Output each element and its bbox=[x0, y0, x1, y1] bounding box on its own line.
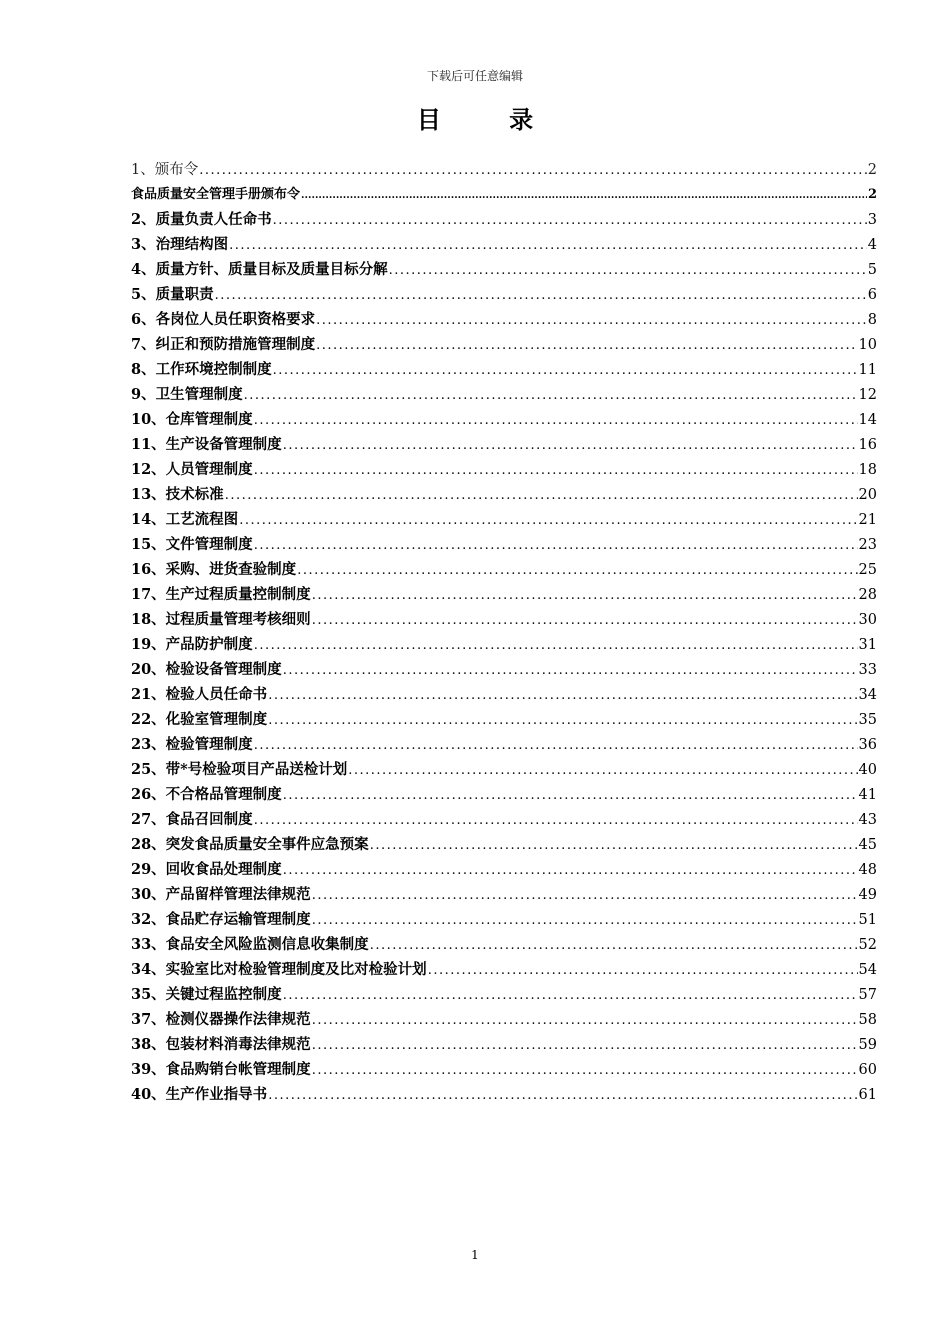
toc-entry[interactable] bbox=[131, 783, 877, 808]
toc-entry[interactable] bbox=[131, 858, 877, 883]
toc-entry-label: 6、各岗位人员任职资格要求 bbox=[131, 311, 316, 328]
toc-entry[interactable] bbox=[131, 433, 877, 458]
toc-entry[interactable] bbox=[131, 733, 877, 758]
toc-entry-label: 13、技术标准 bbox=[131, 486, 224, 503]
toc-dot-leader bbox=[268, 713, 857, 728]
toc-entry-page: 60 bbox=[858, 1062, 877, 1078]
toc-entry-label: 38、包装材料消毒法律规范 bbox=[131, 1036, 311, 1053]
toc-entry-label: 22、化验室管理制度 bbox=[131, 711, 268, 728]
toc-dot-leader bbox=[283, 863, 858, 878]
toc-dot-leader bbox=[301, 190, 867, 201]
toc-entry-label: 1、颁布令 bbox=[131, 162, 199, 178]
toc-entry-page: 45 bbox=[858, 837, 877, 853]
toc-entry-page: 35 bbox=[858, 712, 877, 728]
toc-entry-label: 5、质量职责 bbox=[131, 286, 214, 303]
toc-entry-label: 8、工作环境控制制度 bbox=[131, 361, 272, 378]
toc-entry[interactable] bbox=[131, 183, 877, 208]
toc-entry-label: 21、检验人员任命书 bbox=[131, 686, 268, 703]
toc-entry[interactable] bbox=[131, 808, 877, 833]
toc-entry-page: 33 bbox=[858, 662, 877, 678]
toc-entry-page: 43 bbox=[858, 812, 877, 828]
page-title: 目 录 bbox=[416, 105, 564, 134]
toc-entry-label: 23、检验管理制度 bbox=[131, 736, 253, 753]
toc-entry-page: 16 bbox=[858, 437, 877, 453]
toc-entry[interactable] bbox=[131, 883, 877, 908]
toc-entry-page: 59 bbox=[858, 1037, 877, 1053]
toc-entry[interactable] bbox=[131, 458, 877, 483]
toc-entry-page: 54 bbox=[858, 962, 877, 978]
toc-entry-page: 28 bbox=[858, 587, 877, 603]
toc-dot-leader bbox=[268, 688, 857, 703]
toc-dot-leader bbox=[225, 488, 858, 503]
toc-entry[interactable] bbox=[131, 208, 877, 233]
toc-entry[interactable] bbox=[131, 933, 877, 958]
toc-entry-label: 9、卫生管理制度 bbox=[131, 386, 243, 403]
toc-entry-page: 8 bbox=[867, 312, 877, 328]
toc-dot-leader bbox=[312, 588, 858, 603]
toc-entry-label: 17、生产过程质量控制制度 bbox=[131, 586, 311, 603]
toc-entry-label: 29、回收食品处理制度 bbox=[131, 861, 282, 878]
toc-entry-label: 11、生产设备管理制度 bbox=[131, 436, 282, 453]
toc-entry[interactable] bbox=[131, 658, 877, 683]
toc-dot-leader bbox=[283, 788, 858, 803]
toc-entry[interactable] bbox=[131, 283, 877, 308]
toc-dot-leader bbox=[283, 663, 858, 678]
toc-dot-leader bbox=[348, 763, 857, 778]
toc-entry-label: 3、治理结构图 bbox=[131, 236, 229, 253]
table-of-contents bbox=[131, 158, 877, 1108]
toc-entry[interactable] bbox=[131, 708, 877, 733]
toc-entry[interactable] bbox=[131, 258, 877, 283]
toc-entry[interactable] bbox=[131, 1033, 877, 1058]
toc-dot-leader bbox=[254, 413, 858, 428]
toc-entry-label: 25、带*号检验项目产品送检计划 bbox=[131, 761, 348, 778]
toc-entry-label: 28、突发食品质量安全事件应急预案 bbox=[131, 836, 369, 853]
toc-entry-label: 27、食品召回制度 bbox=[131, 811, 253, 828]
toc-dot-leader bbox=[312, 1063, 858, 1078]
toc-dot-leader bbox=[273, 363, 858, 378]
toc-dot-leader bbox=[370, 838, 858, 853]
toc-dot-leader bbox=[370, 938, 858, 953]
toc-entry-label: 19、产品防护制度 bbox=[131, 636, 253, 653]
toc-entry-page: 51 bbox=[858, 912, 877, 928]
toc-entry-page: 34 bbox=[858, 687, 877, 703]
toc-dot-leader bbox=[316, 313, 867, 328]
toc-entry[interactable] bbox=[131, 833, 877, 858]
toc-dot-leader bbox=[215, 288, 867, 303]
toc-entry-page: 18 bbox=[858, 462, 877, 478]
toc-entry-page: 61 bbox=[858, 1087, 877, 1103]
toc-dot-leader bbox=[316, 338, 857, 353]
toc-dot-leader bbox=[239, 513, 857, 528]
toc-entry-page: 11 bbox=[858, 362, 877, 378]
toc-entry-label: 37、检测仪器操作法律规范 bbox=[131, 1011, 311, 1028]
toc-dot-leader bbox=[283, 438, 858, 453]
toc-entry-page: 14 bbox=[858, 412, 877, 428]
toc-entry[interactable] bbox=[131, 408, 877, 433]
toc-entry[interactable] bbox=[131, 558, 877, 583]
toc-dot-leader bbox=[254, 638, 858, 653]
toc-entry-page: 40 bbox=[858, 762, 877, 778]
toc-entry[interactable] bbox=[131, 333, 877, 358]
toc-entry[interactable] bbox=[131, 1083, 877, 1108]
toc-dot-leader bbox=[312, 888, 858, 903]
toc-entry-label: 39、食品购销台帐管理制度 bbox=[131, 1061, 311, 1078]
toc-entry[interactable] bbox=[131, 358, 877, 383]
toc-entry[interactable] bbox=[131, 233, 877, 258]
toc-entry-page: 2 bbox=[867, 162, 877, 178]
toc-entry[interactable] bbox=[131, 958, 877, 983]
toc-dot-leader bbox=[254, 738, 858, 753]
toc-dot-leader bbox=[297, 563, 857, 578]
toc-entry[interactable] bbox=[131, 983, 877, 1008]
toc-dot-leader bbox=[244, 388, 858, 403]
toc-dot-leader bbox=[254, 463, 858, 478]
toc-entry-page: 30 bbox=[858, 612, 877, 628]
toc-entry-label: 4、质量方针、质量目标及质量目标分解 bbox=[131, 261, 388, 278]
toc-entry-page: 57 bbox=[858, 987, 877, 1003]
toc-entry-label: 2、质量负责人任命书 bbox=[131, 211, 272, 228]
toc-entry[interactable] bbox=[131, 1058, 877, 1083]
toc-entry-page: 49 bbox=[858, 887, 877, 903]
toc-entry-page: 4 bbox=[867, 237, 877, 253]
toc-entry-page: 36 bbox=[858, 737, 877, 753]
toc-entry-label: 12、人员管理制度 bbox=[131, 461, 253, 478]
toc-entry[interactable] bbox=[131, 908, 877, 933]
toc-entry[interactable] bbox=[131, 583, 877, 608]
toc-entry-page: 5 bbox=[867, 262, 877, 278]
toc-entry[interactable] bbox=[131, 1008, 877, 1033]
toc-entry-page: 31 bbox=[858, 637, 877, 653]
toc-entry-label: 7、纠正和预防措施管理制度 bbox=[131, 336, 316, 353]
toc-entry-label: 34、实验室比对检验管理制度及比对检验计划 bbox=[131, 961, 427, 978]
toc-entry-label: 35、关键过程监控制度 bbox=[131, 986, 282, 1003]
toc-dot-leader bbox=[229, 238, 867, 253]
toc-entry-page: 21 bbox=[858, 512, 877, 528]
toc-entry[interactable] bbox=[131, 508, 877, 533]
toc-entry-label: 32、食品贮存运输管理制度 bbox=[131, 911, 311, 928]
toc-entry-label: 14、工艺流程图 bbox=[131, 511, 239, 528]
toc-entry-page: 12 bbox=[858, 387, 877, 403]
toc-entry[interactable] bbox=[131, 683, 877, 708]
toc-dot-leader bbox=[268, 1088, 857, 1103]
toc-entry-label: 30、产品留样管理法律规范 bbox=[131, 886, 311, 903]
page-number: 1 bbox=[471, 1248, 479, 1262]
toc-entry-label: 18、过程质量管理考核细则 bbox=[131, 611, 311, 628]
toc-entry-page: 25 bbox=[858, 562, 877, 578]
toc-entry-page: 20 bbox=[858, 487, 877, 503]
toc-entry[interactable] bbox=[131, 483, 877, 508]
toc-entry-page: 6 bbox=[867, 287, 877, 303]
toc-entry-page: 48 bbox=[858, 862, 877, 878]
toc-entry[interactable] bbox=[131, 158, 877, 183]
toc-entry-label: 33、食品安全风险监测信息收集制度 bbox=[131, 936, 369, 953]
toc-entry-page: 52 bbox=[858, 937, 877, 953]
toc-entry-label: 26、不合格品管理制度 bbox=[131, 786, 282, 803]
toc-dot-leader bbox=[199, 163, 867, 178]
toc-entry-label: 20、检验设备管理制度 bbox=[131, 661, 282, 678]
toc-dot-leader bbox=[283, 988, 858, 1003]
toc-dot-leader bbox=[254, 538, 858, 553]
toc-entry-label: 10、仓库管理制度 bbox=[131, 411, 253, 428]
toc-dot-leader bbox=[312, 1038, 858, 1053]
toc-dot-leader bbox=[428, 963, 858, 978]
toc-entry-label: 食品质量安全管理手册颁布令 bbox=[131, 187, 301, 202]
toc-entry-page: 3 bbox=[867, 212, 877, 228]
toc-entry-page: 23 bbox=[858, 537, 877, 553]
toc-dot-leader bbox=[254, 813, 858, 828]
toc-entry-page: 41 bbox=[858, 787, 877, 803]
toc-dot-leader bbox=[312, 1013, 858, 1028]
toc-dot-leader bbox=[312, 913, 858, 928]
toc-entry[interactable] bbox=[131, 383, 877, 408]
toc-entry-page: 10 bbox=[858, 337, 877, 353]
toc-entry-page: 2 bbox=[867, 187, 877, 202]
toc-entry-label: 16、采购、进货查验制度 bbox=[131, 561, 297, 578]
toc-entry-page: 58 bbox=[858, 1012, 877, 1028]
toc-entry[interactable] bbox=[131, 533, 877, 558]
page-header: 下载后可任意编辑 bbox=[426, 69, 523, 83]
toc-entry[interactable] bbox=[131, 633, 877, 658]
toc-dot-leader bbox=[389, 263, 867, 278]
toc-entry-label: 40、生产作业指导书 bbox=[131, 1086, 268, 1103]
toc-dot-leader bbox=[273, 213, 867, 228]
toc-entry-label: 15、文件管理制度 bbox=[131, 536, 253, 553]
toc-entry[interactable] bbox=[131, 758, 877, 783]
toc-entry[interactable] bbox=[131, 608, 877, 633]
toc-dot-leader bbox=[312, 613, 858, 628]
toc-entry[interactable] bbox=[131, 308, 877, 333]
